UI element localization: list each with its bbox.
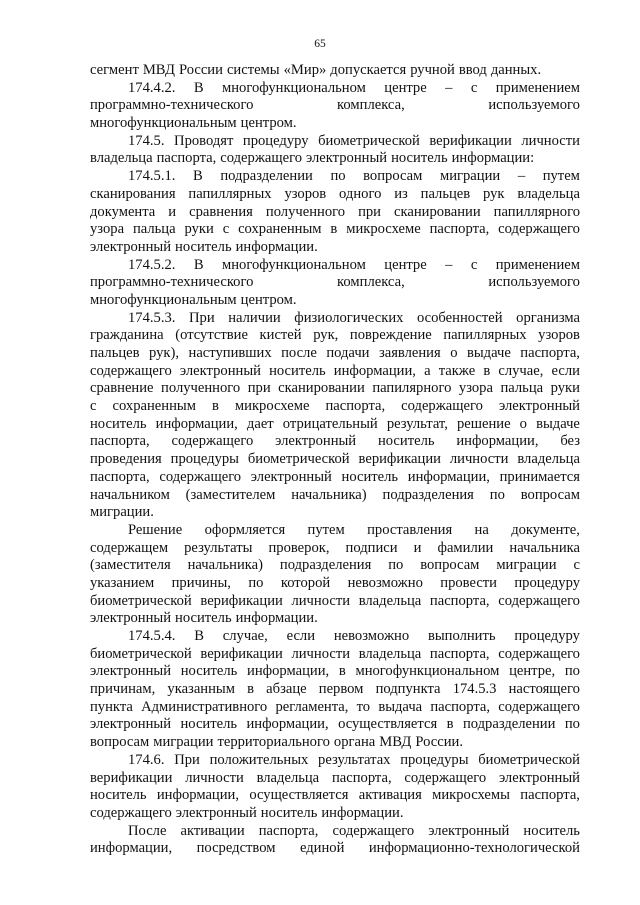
text-line: (заместителя начальника) подразделения по вопросам миграции с [90,557,580,574]
text-line: 174.5.2. В многофункциональном центре – с применением [128,256,580,273]
text-line: носитель информации, осуществляется активация микросхемы паспорта, [90,787,580,804]
text-line: многофункциональным центром. [90,115,297,132]
text-line: пальцев рук), наступивших после подачи заявления о выдаче паспорта, [90,345,580,361]
text-line: биометрической верификации личности владельца паспорта, содержащего [90,645,580,662]
text-line: с сохраненным в микросхеме паспорта, содержащего электронный [90,398,580,415]
text-line: верификации личности владельца паспорта, содержащего электронный [90,769,580,786]
text-line: электронный носитель информации, в многофункциональном центре, по [90,663,580,680]
text-line: сканирования папиллярных узоров одного из пальцев рук владельца [90,185,580,202]
text-line: сегмент МВД России системы «Мир» допускается ручной ввод данных. [90,62,542,78]
text-line: паспорта, содержащего электронный носитель информации, принимается [90,468,580,485]
text-line: указанием причины, по которой невозможно провести процедуру [90,574,580,591]
document-body [90,62,580,858]
text-line: пункта Административного регламента, то выдача паспорта, содержащего [90,698,580,715]
text-line: носитель информации, дает отрицательный результат, решение о выдаче [90,415,580,432]
text-line: содержащего электронный носитель информации, а также в случае, если [90,362,580,379]
text-line: 174.5.1. В подразделении по вопросам миграции – путем [128,168,580,185]
text-line: гражданина (отсутствие кистей рук, повреждение папиллярных узоров [90,327,580,344]
text-line: 174.6. При положительных результатах процедуры биометрической [128,751,580,768]
text-line: электронный носитель информации. [90,610,318,627]
text-line: программно-технического комплекса, используемого [90,97,580,114]
text-line: узора пальца руки с сохраненным в микросхеме паспорта, содержащего [90,221,580,238]
text-line: 174.5.3. При наличии физиологических особенностей организма [128,309,580,326]
text-line: паспорта, содержащего электронный носитель информации, без [90,433,580,450]
text-line: информации, посредством единой информационно-технологической [90,840,580,857]
text-line: программно-технического комплекса, используемого [90,274,580,291]
text-line: проведения процедуры биометрической верификации личности владельца [90,451,580,468]
text-line: содержащем результаты проверок, подписи и фамилии начальника [90,539,580,556]
page-number: 65 [314,38,326,50]
text-line: Решение оформляется путем проставления на документе, [128,521,580,538]
text-line: вопросам миграции территориального органа МВД России. [90,734,464,751]
text-line: электронный носитель информации. [90,238,318,255]
text-line: миграции. [90,504,154,521]
text-line: электронный носитель информации, осуществляется в подразделении по [90,716,580,733]
text-line: многофункциональным центром. [90,291,297,308]
text-line: сравнение полученного при сканировании папилярного узора пальца руки [90,380,580,397]
text-line: После активации паспорта, содержащего электронный носитель [128,822,580,839]
text-line: документа и сравнения полученного при сканировании папиллярного [90,203,580,220]
text-line: причинам, указанным в абзаце первом подпункта 174.5.3 настоящего [90,681,580,698]
text-line: биометрической верификации личности владельца паспорта, содержащего [90,592,580,609]
text-line: начальником (заместителем начальника) подразделения по вопросам [90,486,580,503]
text-line: 174.5.4. В случае, если невозможно выполнить процедуру [128,628,580,644]
text-line: 174.4.2. В многофункциональном центре – с применением [128,79,580,96]
text-line: содержащего электронный носитель информации. [90,804,404,821]
text-line: 174.5. Проводят процедуру биометрической верификации личности [128,132,580,149]
text-line: владельца паспорта, содержащего электронный носитель информации: [90,150,535,167]
